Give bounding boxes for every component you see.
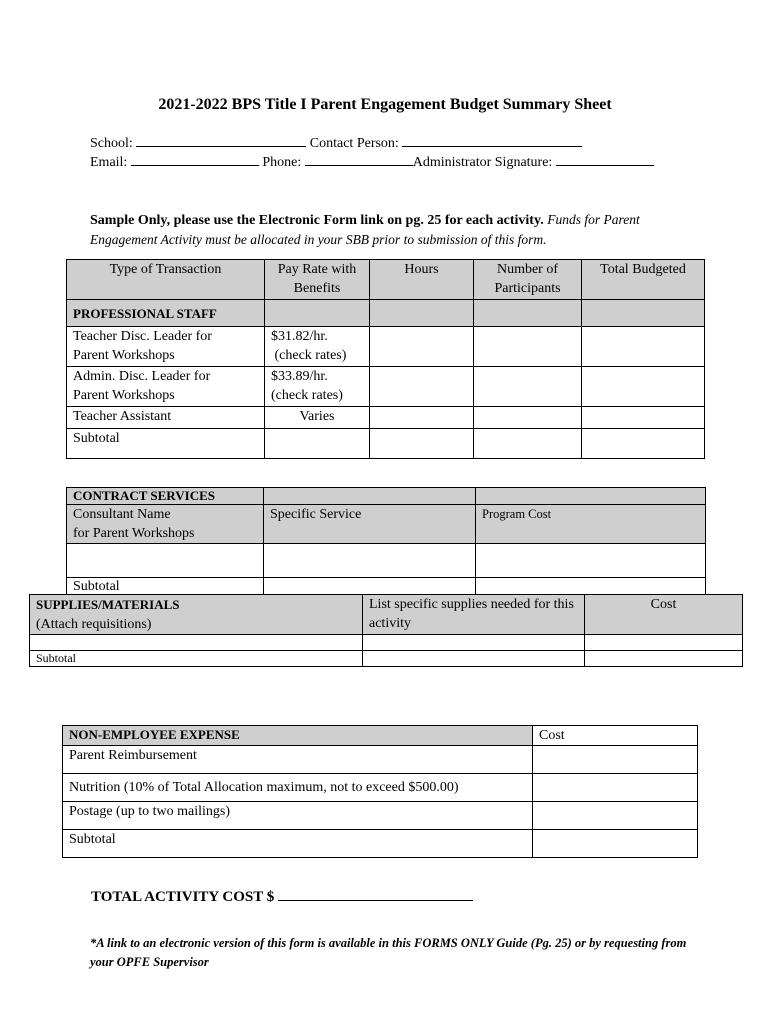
empty-cell [264,488,476,505]
table-row [63,802,698,830]
section-row [67,300,705,327]
rate-line-1: $31.82/hr. [271,329,328,344]
administrator-signature-field[interactable] [556,152,654,166]
email-field[interactable] [131,152,259,166]
total-activity-cost-label: TOTAL ACTIVITY COST $ [91,889,275,905]
nutrition-label: Nutrition (10% of Total Allocation maximum, not to exceed $500.00) [63,774,533,802]
total-budgeted-cell[interactable] [582,367,705,407]
empty-cell [476,488,706,505]
program-cost-header: Program Cost [476,505,706,544]
phone-label: Phone: [262,155,302,170]
subtotal-row [30,651,743,667]
contract-services-label: CONTRACT SERVICES [67,488,264,505]
total-budgeted-cell[interactable] [582,429,705,459]
supplies-label: SUPPLIES/MATERIALS [36,597,180,612]
empty-cell [370,300,474,327]
page-title: 2021-2022 BPS Title I Parent Engagement Budget Summary Sheet [158,96,612,113]
footnote: *A link to an electronic version of this form is available in this FORMS ONLY Guide (Pg. 25) or by requesting from your OPFE Supervisor [90,936,687,969]
subtotal-label: Subtotal [67,429,265,459]
list-supplies-cell[interactable] [363,635,585,651]
table-header-row [67,505,706,544]
subtotal-label: Subtotal [63,830,533,858]
specific-service-cell[interactable] [264,544,476,578]
type-cell [67,327,265,367]
school-label: School: [90,136,133,151]
contract-services-table [66,487,706,597]
table-row [63,774,698,802]
supplies-cell[interactable] [30,635,363,651]
cost-cell[interactable] [533,802,698,830]
hours-cell[interactable] [370,327,474,367]
administrator-signature-label: Administrator Signature: [412,155,553,170]
subtotal-row [63,830,698,858]
empty-cell [582,300,705,327]
rate-line-2: (check rates) [274,348,347,363]
instruction-note [90,210,690,250]
participants-cell[interactable] [474,367,582,407]
cost-header: Cost [585,595,743,635]
attach-requisitions-label: (Attach requisitions) [36,617,152,632]
contact-person-field[interactable] [402,133,582,147]
type-cell: Teacher Assistant [67,407,265,429]
list-supplies-cell[interactable] [363,651,585,667]
list-supplies-header: List specific supplies needed for this activity [363,595,585,635]
header-hours: Hours [370,260,474,300]
table-header-row [30,595,743,635]
cost-header: Cost [533,726,698,746]
supplies-materials-table [29,594,743,667]
total-activity-cost-field[interactable] [278,886,473,901]
header-total-budgeted: Total Budgeted [582,260,705,300]
program-cost-cell[interactable] [476,544,706,578]
type-line-1: Admin. Disc. Leader for [73,369,211,384]
type-cell [67,367,265,407]
hours-cell[interactable] [370,407,474,429]
phone-field[interactable] [305,152,413,166]
supplies-header [30,595,363,635]
contact-person-label: Contact Person: [309,136,399,151]
cost-cell[interactable] [533,746,698,774]
table-row [67,407,705,429]
empty-cell [265,300,370,327]
consultant-line-1: Consultant Name [73,507,171,522]
email-label: Email: [90,155,128,170]
instruction-italic: Funds for Parent Engagement Activity must be allocated in your SBB prior to submission of this form. [90,212,640,247]
type-line-2: Parent Workshops [73,388,175,403]
section-row [67,488,706,505]
participants-cell[interactable] [474,407,582,429]
table-row [67,367,705,407]
total-budgeted-cell[interactable] [582,327,705,367]
hours-cell[interactable] [370,367,474,407]
cost-cell[interactable] [585,635,743,651]
header-type-of-transaction: Type of Transaction [67,260,265,300]
participants-cell[interactable] [474,327,582,367]
subtotal-row [67,429,705,459]
subtotal-label: Subtotal [67,578,264,597]
table-row [67,327,705,367]
total-activity-cost [91,886,473,906]
type-line-1: Teacher Disc. Leader for [73,329,212,344]
type-line-2: Parent Workshops [73,348,175,363]
consultant-name-cell[interactable] [67,544,264,578]
empty-cell [474,300,582,327]
professional-staff-label: PROFESSIONAL STAFF [67,300,265,327]
subtotal-label: Subtotal [30,651,363,667]
rate-cell [265,367,370,407]
school-field[interactable] [136,133,306,147]
non-employee-expense-label: NON-EMPLOYEE EXPENSE [63,726,533,746]
header-number-of-participants: Number of Participants [474,260,582,300]
total-budgeted-cell[interactable] [582,407,705,429]
table-row [63,746,698,774]
postage-label: Postage (up to two mailings) [63,802,533,830]
cost-cell[interactable] [533,830,698,858]
non-employee-expense-table [62,725,698,858]
hours-cell[interactable] [370,429,474,459]
cost-cell[interactable] [533,774,698,802]
rate-line-2: (check rates) [271,388,343,403]
table-header-row [63,726,698,746]
info-line-2 [90,152,654,171]
rate-cell [265,327,370,367]
table-header-row [67,260,705,300]
specific-service-header: Specific Service [264,505,476,544]
header-pay-rate: Pay Rate with Benefits [265,260,370,300]
table-row [67,544,706,578]
instruction-bold: Sample Only, please use the Electronic Form link on pg. 25 for each activity. [90,213,544,228]
info-line-1 [90,133,582,152]
cost-cell[interactable] [585,651,743,667]
consultant-name-header [67,505,264,544]
rate-line-1: $33.89/hr. [271,369,328,384]
consultant-line-2: for Parent Workshops [73,526,195,541]
professional-staff-table [66,259,705,459]
table-row [30,635,743,651]
rate-cell: Varies [265,407,370,429]
parent-reimbursement-label: Parent Reimbursement [63,746,533,774]
participants-cell[interactable] [474,429,582,459]
rate-cell[interactable] [265,429,370,459]
